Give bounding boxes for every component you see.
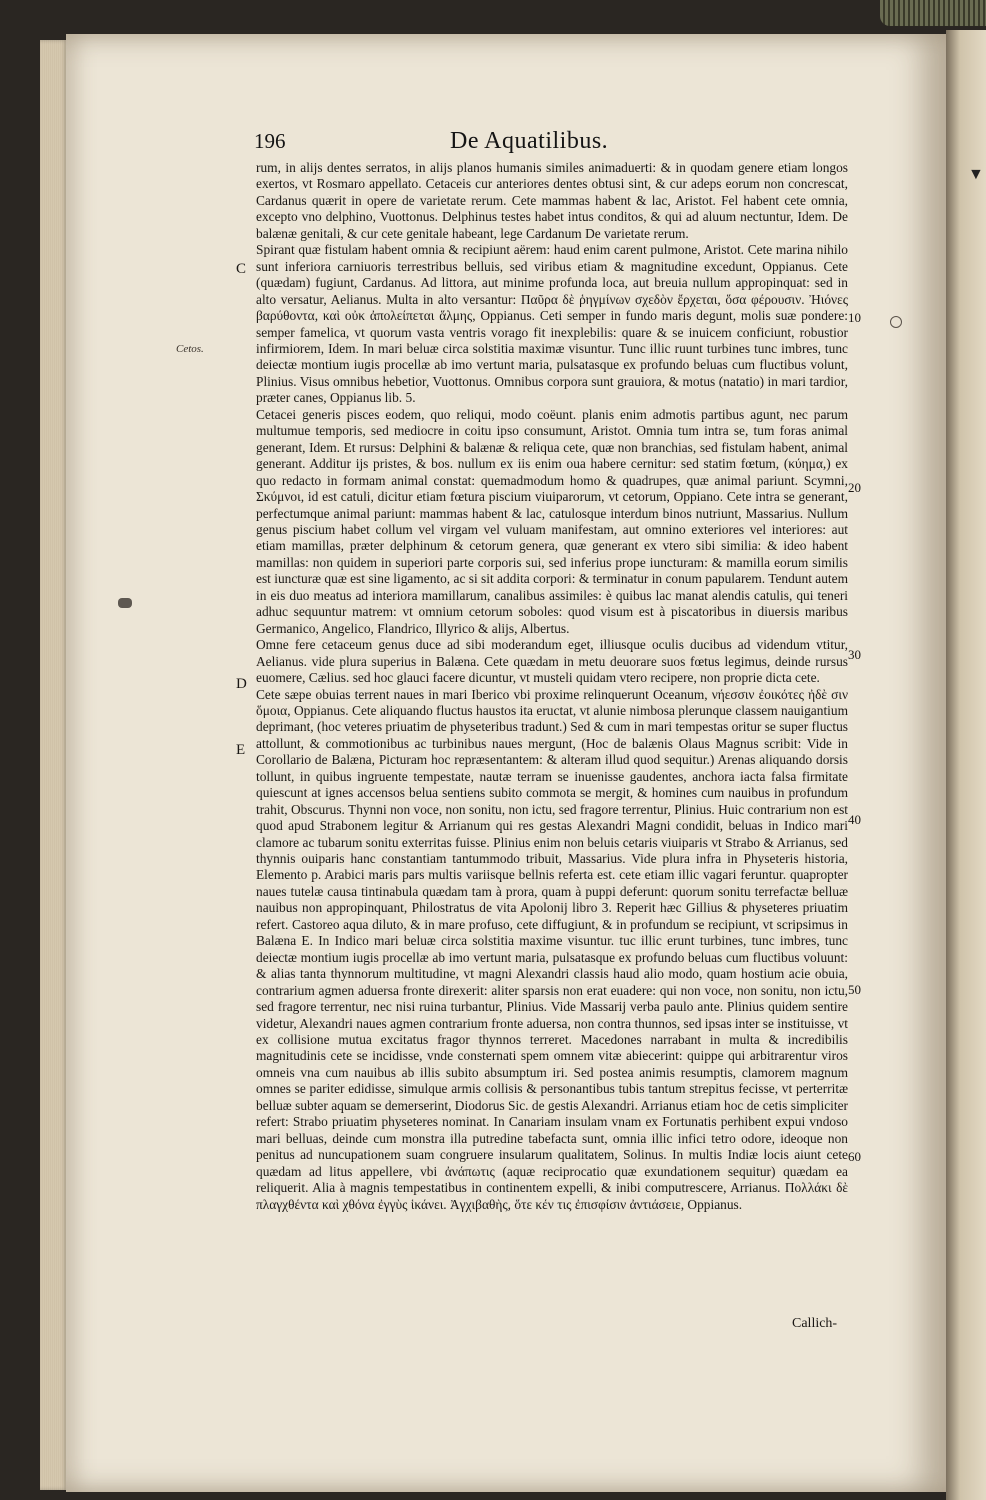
line-number-30: 30 <box>848 647 861 662</box>
margin-note: Cetos. <box>176 343 204 355</box>
binding-ornament <box>880 0 986 26</box>
line-number-50: 50 <box>848 982 861 997</box>
catchword: Callich- <box>792 1316 838 1331</box>
paragraph: Cetacei generis pisces eodem, quo reliqui, modo coëunt. planis enim admotis partibus agunt, nec parum multumue temporis, sed mediocre in coitu ipso consumunt, Aristot. Omnia tum intra se, tum foras animal generant, Idem. Et rursus: Delphini & balænæ & reliqua cete, quæ non branchias, sed fistulam habent, animal generant. Additur ijs pristes, & bos. nullum ex iis enim oua habere cernitur: sed statim fœtum, (κύημα,) ex quo redacto in formam animal constat: quemadmodum homo & quadrupes, quæ animal pariunt. Scymni, Σκύμνοι, id est catuli, dicitur etiam fœtura piscium viuiparorum, vt cetorum, Oppiano. Cete intra se generant, perfectumque animal pariunt: mammas habent & lac, catulosque interdum binos nutriunt, Massarius. Nullum genus piscium habet collum vel virgam vel vuluam manifestam, aut omnino exteriores vel interiores: aut etiam mamillas, præter delphinum & cetorum genera, quæ generant ex vtero sibi similia: & ideo habent mamillas: non quidem in superiori parte corporis sui, sed inferius prope iuncturam: & mamilla eorum similis est iuncturæ quæ est sine ligamento, ac si sit addita corpori: & terminatur in conum papularem. Tendunt autem in eis duo meatus ad interiora mamillarum, canalibus assimiles: è quibus lac manat alendis catulis, qui teneri adhuc sequuntur matrem: vt omnium cetorum soboles: quod visum est à piscatoribus in diuersis maribus Germanico, Angelico, Flandrico, Illyrico & alijs, Albertus. <box>256 406 848 636</box>
ink-blot <box>118 598 132 608</box>
body-text <box>256 160 848 1213</box>
page-title: De Aquatilibus. <box>450 128 609 154</box>
page-number: 196 <box>254 129 286 153</box>
line-number-20: 20 <box>848 480 861 495</box>
paragraph: rum, in alijs dentes serratos, in alijs planos humanis similes animaduerti: & in quodam genere etiam longos exertos, vt Rosmaro appellato. Cetaceis cur anteriores dentes obtusi sint, & cur adeps eorum non concrescat, Cardanus quærit in opere de varietate rerum. Cete mammas habent & lac, Aristot. Fel habent cete omnia, excepto vno delphino, Vuottonus. Delphinus testes habet intus conditos, & qui ad aluum nectuntur, Idem. De balænæ genitali, & cur cete genitale habeant, lege Cardanum De varietate rerum. <box>256 160 848 241</box>
section-letter-c: C <box>236 261 247 277</box>
line-number-10: 10 <box>848 310 861 325</box>
paragraph: Cete sæpe obuias terrent naues in mari Iberico vbi proxime relinquerunt Oceanum, νήεσσιν ἐοικότες ἠδὲ σιν ὅμοια, Oppianus. Cete aliquando fluctus haustos ita eructat, vt alunie nimbosa plerunque classem nauigantium deprimant, (hoc veteres priuatim de physeteribus tradunt.) Sed & cum in mari tempestas oritur se super fluctus attollunt, & commotionibus ac turbinibus naues mergunt, (Hoc de balænis Olaus Magnus scribit: Vide in Corollario de Balæna, Picturam hoc repræsentantem: & alteram illud quod sequitur.) Arenas aliquando dorsis tollunt, in quibus ingruente tempestate, nautæ terram se inuenisse gaudentes, anchora iacta falsa firmitate quiescunt at ignes accensos belua sentiens subito commota se mergit, & homines cum nauibus in profundum trahit, Obscurus. Thynni non voce, non sonitu, non ictu, sed fragore terrentur, Plinius. Huic contrarium non est quod apud Strabonem legitur & Arrianum qui res gestas Alexandri Magni condidit, beluas in Indico mari clamore ac tubarum sonitu exterritas fuisse. Plinius enim non beluis cetaris viuiparis vt Strabo & Arrianus, sed thynnis ouiparis hanc constantiam tantummodo tribuit, Massarius. Vide plura infra in Physeteris historia, Elemento p. Arabici maris pars multis variisque bellnis referta est. cete etiam illic vagari feruntur. quapropter naues tutelæ causa tintinabula quædam tam à prora, quam à puppi deferunt: quorum sonitu terrefactæ belluæ nauibus non appropinquant, Philostratus de vita Apolonij libro 3. Reperit hæc Gillius & physeteres priuatim refert. Castoreo aqua diluto, & in mare profuso, cete diffugiunt, & in profundum se recipiunt, vt scripsimus in Balæna E. In Indico mari beluæ circa solstitia maxime visuntur. tuc illic erunt turbines, tunc imbres, tunc deiectæ montium iugis procellæ ab imo vertunt maria, pulsatasque ex profundo beluas cum fluctibus voluunt: & alias tanta thynnorum multitudine, vt magni Alexandri classis haud alio modo, quam hostium acie obuia, contrarium agmen aduersa fronte direxerit: aliter sparsis non erat euadere: qui non voce, non sonitu, non ictu, sed fragore terrentur, nec nisi ruina turbantur, Plinius. Vide Massarij verba paulo ante. Plinius quidem sentire videtur, Alexandri naues agmen contrarium fronte aduersa, non contra thunnos, sed ipsas inter se instituisse, vt ex collisione mutua excitatus fragor thynnos terreret. Macedones narrabant in multa & incredibilis magnitudinis cete se incidisse, vnde consternati spem omnem vitæ abiecerint: quippe qui arbitrarentur viros omneis vna cum nauibus ab illis subito absumptum iri. Sed postea animis resumptis, clamorem magnum omnes se pariter edidisse, simulque armis collisis & personantibus tubis tantum strepitus fecisse, vt perterritæ belluæ subter aquam se demerserint, Diodorus Sic. de gestis Alexandri. Arrianus etiam hoc de cetis simpliciter refert: Strabo priuatim physeteres nominat. In Canariam insulam vnam ex Fortunatis perhibent expui vndoso mari belluas, deinde cum monstra illa putredine tabefacta sunt, omnia illic infici tetro odore, ideoque non penitus ad nuncupationem suam congruere insularum qualitatem, Solinus. In multis Indiæ locis aiunt cete quædam ad litus appellere, vbi ἀνάπωτις (aquæ reciprocatio quæ exundationem sequitur) quædam ea reliquerit. Alia à magnis tempestatibus in continentem expelli, & inibi computrescere, Arrianus. Πολλάκι δὲ πλαγχθέντα καὶ χθόνα ἐγγὺς ἱκάνει. Ἀγχιβαθὴς, ὅτε κέν τις ἐπισφίσιν ἀντιάσειε, Oppianus. <box>256 686 849 1212</box>
section-letter-d: D <box>236 676 247 692</box>
running-head <box>150 128 984 183</box>
line-number-40: 40 <box>848 812 861 827</box>
signature-mark: ▼ <box>968 166 984 183</box>
section-letter-e: E <box>236 742 246 758</box>
paragraph: Spirant quæ fistulam habent omnia & recipiunt aërem: haud enim carent pulmone, Aristot. Cete marina nihilo sunt inferiora carniuoris terrestribus belluis, sed viribus etiam & magnitudine excedunt, Oppianus. Cete (quædam) fugiunt, Cardanus. Ad littora, aut minime profunda loca, aut breuia nullum appropinquat: sed in alto versatur, Aelianus. Multa in alto versantur: Παῦρα δὲ ῥηγμίνων σχεδὸν ἔρχεται, ὅσα φέρουσιν. Ἠιόνες βαρύθοντα, καὶ οὐκ ἀπολείπεται ἅλμης, Oppianus. Ceti semper in fundo maris degunt, molis suæ pondere: semper famelica, vt quorum vasta ventris vorago fit inexplebilis: quare & se inuicem conficiunt, robustior infirmiorem, Idem. In mari beluæ circa solstitia maximæ visuntur. Tunc illic ruunt turbines tunc imbres, tunc deiectæ montium iugis procellæ ab imo vertunt maria, pulsatasque ex profundo beluas cum fluctibus volunt, Plinius. Visus omnibus hebetior, Vuottonus. Omnibus corpora sunt grauiora, & motus (natatio) in mari tardior, præter canes, Oppianus lib. 5. <box>256 242 848 406</box>
margin-ring-mark <box>890 316 902 328</box>
line-number-60: 60 <box>848 1149 861 1164</box>
facing-page-edge <box>946 30 986 1500</box>
paragraph: Omne fere cetaceum genus duce ad sibi moderandum eget, illiusque oculis ducibus ad videndum vtitur, Aelianus. vide plura superius in Balæna. Cete quædam in metu deuorare suos fœtus legimus, deinde rursus euomere, Cælius. sed hoc glauci facere dicuntur, vt musteli quidam vtero recipere, non proprie dicta cete. <box>256 637 848 686</box>
page-edges <box>40 40 68 1490</box>
